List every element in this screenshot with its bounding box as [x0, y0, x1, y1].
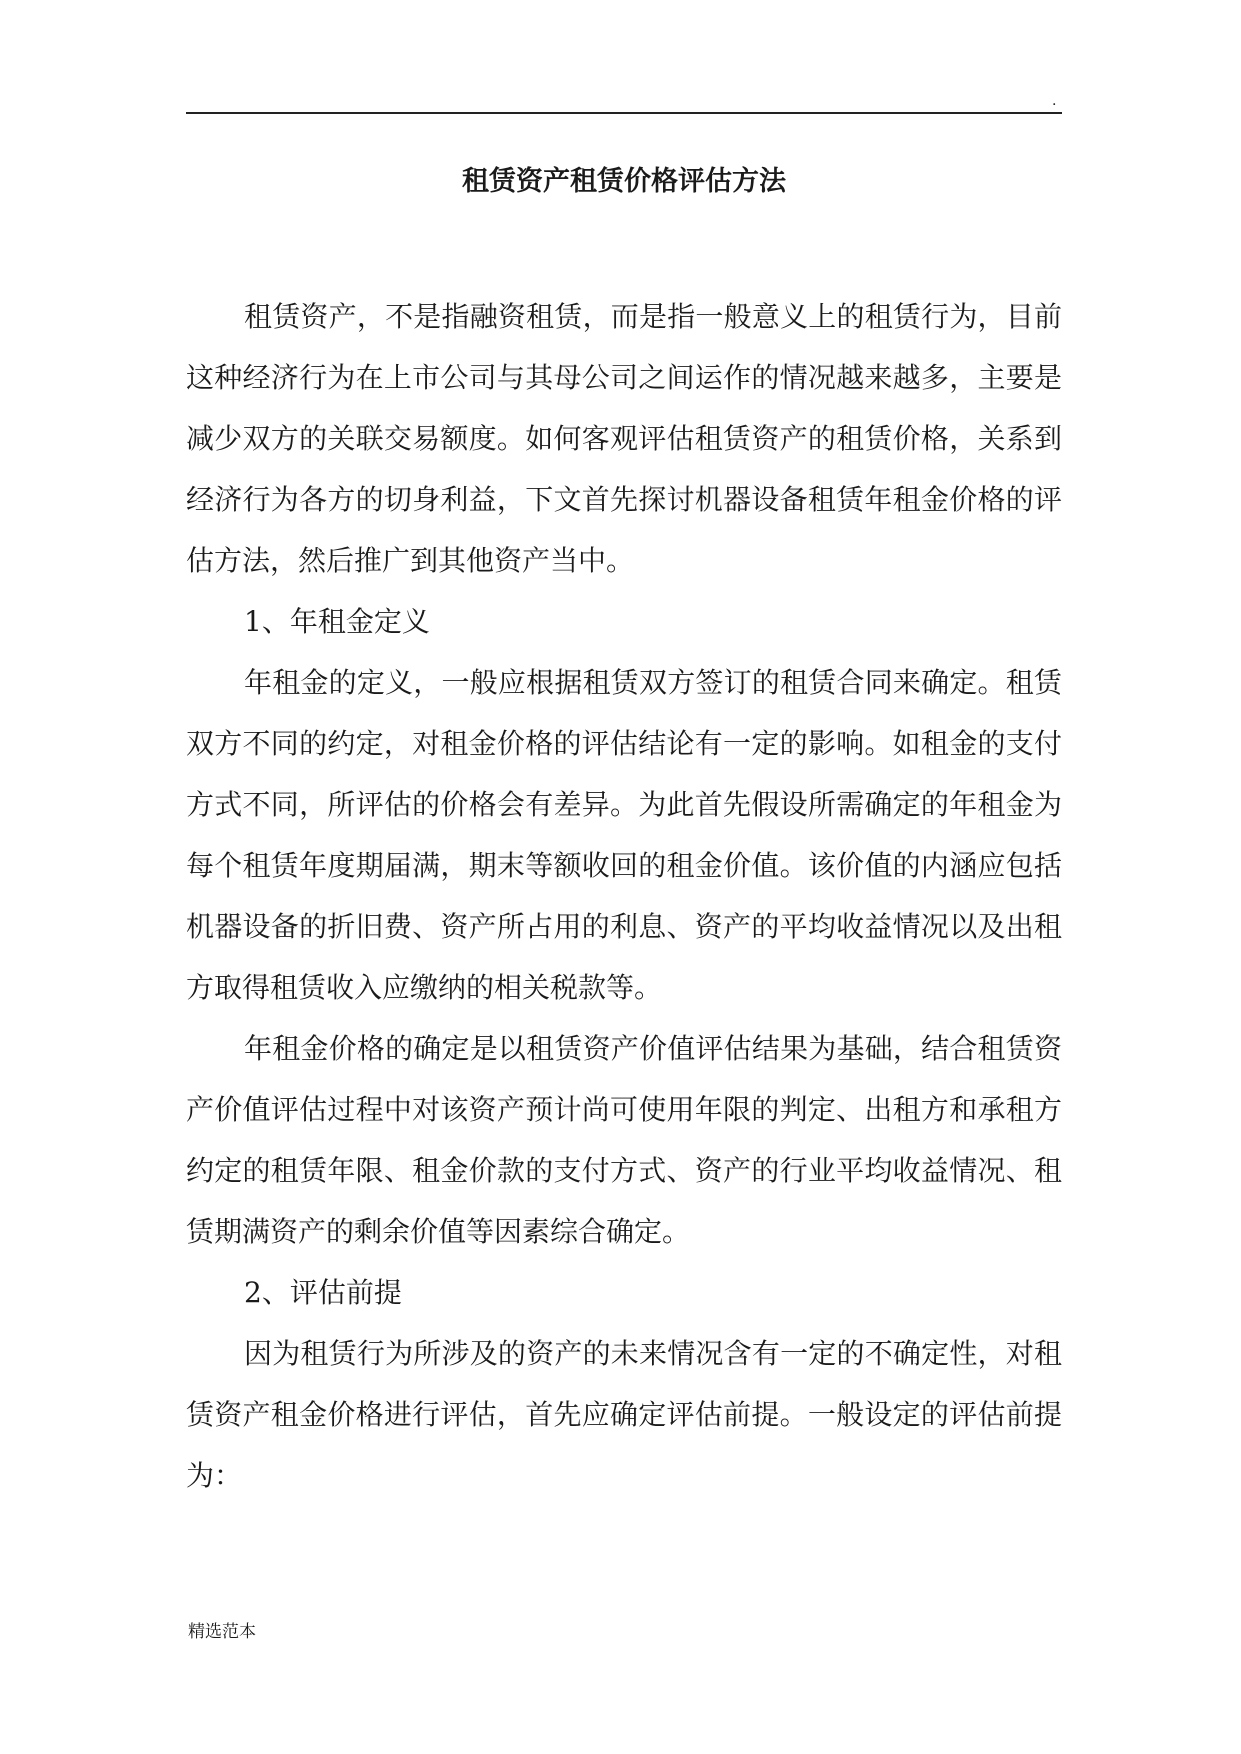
paragraph-assessment-premise: 因为租赁行为所涉及的资产的未来情况含有一定的不确定性，对租赁资产租金价格进行评估，首先应确定评估前提。一般设定的评估前提为： — [186, 1337, 1062, 1492]
paragraph-intro: 租赁资产，不是指融资租赁，而是指一般意义上的租赁行为，目前这种经济行为在上市公司与其母公司之间运作的情况越来越多，主要是减少双方的关联交易额度。如何客观评估租赁资产的租赁价格，关系到经济行为各方的切身利益，下文首先探讨机器设备租赁年租金价格的评估方法，然后推广到其他资产当中。 — [186, 300, 1062, 577]
header-rule — [186, 112, 1062, 114]
document-title: 租赁资产租赁价格评估方法 — [462, 166, 786, 197]
footer-label: 精选范本 — [188, 1622, 256, 1642]
section-heading-assessment-premise: 2、评估前提 — [244, 1276, 402, 1309]
document-body — [186, 286, 1062, 1506]
paragraph-annual-rent-definition: 年租金的定义，一般应根据租赁双方签订的租赁合同来确定。租赁双方不同的约定，对租金价格的评估结论有一定的影响。如租金的支付方式不同，所评估的价格会有差异。为此首先假设所需确定的年租金为每个租赁年度期届满，期末等额收回的租金价值。该价值的内涵应包括机器设备的折旧费、资产所占用的利息、资产的平均收益情况以及出租方取得租赁收入应缴纳的相关税款等。 — [186, 666, 1062, 1004]
section-heading-annual-rent-definition: 1、年租金定义 — [244, 605, 430, 638]
paragraph-annual-rent-pricing: 年租金价格的确定是以租赁资产价值评估结果为基础，结合租赁资产价值评估过程中对该资产预计尚可使用年限的判定、出租方和承租方约定的租赁年限、租金价款的支付方式、资产的行业平均收益情况、租赁期满资产的剩余价值等因素综合确定。 — [186, 1032, 1062, 1248]
header-marker: . — [1052, 93, 1057, 109]
